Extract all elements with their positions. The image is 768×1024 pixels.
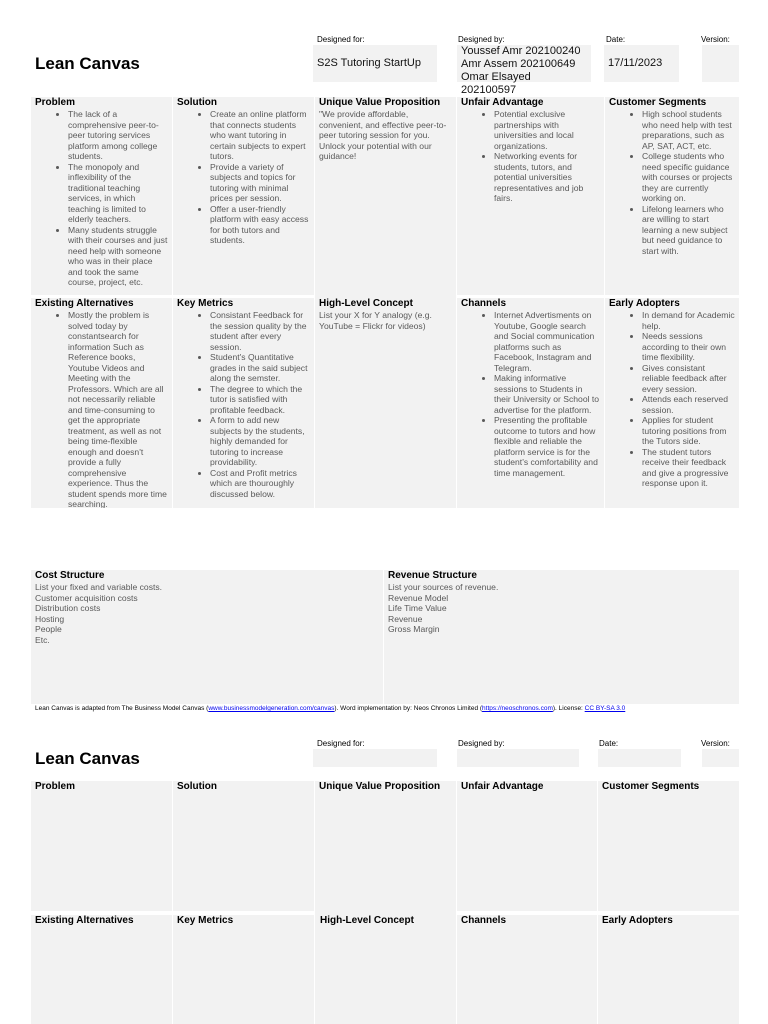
footer-text: ). Word implementation by: Neos Chronos Limited ( <box>334 705 483 712</box>
solution-block <box>173 781 314 911</box>
high-level-concept-text: List your X for Y analogy (e.g. YouTube = Flickr for videos) <box>319 310 432 331</box>
problem-block <box>31 781 172 911</box>
list-item: • In demand for Academic help. <box>642 310 735 331</box>
footer-text: Lean Canvas is adapted from The Business Model Canvas ( <box>35 705 209 712</box>
revenue-line: Revenue <box>388 613 423 624</box>
list-item: • The lack of a comprehensive peer-to-peer tutoring services platform among college students. <box>68 109 168 162</box>
customer-segments-heading: Customer Segments <box>609 97 707 108</box>
early-adopters-heading: Early Adopters <box>609 298 680 309</box>
license-footer <box>35 705 625 712</box>
problem-block <box>31 97 172 295</box>
existing-alternatives-heading: Existing Alternatives <box>35 298 134 309</box>
page-title: Lean Canvas <box>35 54 140 73</box>
high-level-concept-block <box>315 298 456 508</box>
key-metrics-block <box>173 915 314 1024</box>
designed-for-label: Designed for: <box>317 35 365 44</box>
version-field[interactable] <box>702 749 739 767</box>
revenue-line: List your sources of revenue. <box>388 582 499 592</box>
list-item: • Potential exclusive partnerships with universities and local organizations. <box>494 109 600 151</box>
list-item: • Internet Advertisments on Youtube, Google search and Social communication platforms such as Facebook, Instagram and Telegram. <box>494 310 600 373</box>
existing-alternatives-block <box>31 915 172 1024</box>
list-item: • The degree to which the tutor is satisfied with profitable feedback. <box>210 384 310 416</box>
unfair-advantage-heading: Unfair Advantage <box>461 781 544 792</box>
customer-segments-heading: Customer Segments <box>602 781 700 792</box>
designed-by-line: Amr Assem 202100649 <box>461 58 576 70</box>
solution-heading: Solution <box>177 781 217 792</box>
customer-segments-block <box>598 781 739 911</box>
list-item: • Applies for student tutoring positions from the Tutors side. <box>642 415 735 447</box>
early-adopters-heading: Early Adopters <box>602 915 673 926</box>
list-item: • Needs sessions according to their own time flexibility. <box>642 331 735 363</box>
cost-line: Customer acquisition costs <box>35 592 138 603</box>
cost-line: Etc. <box>35 634 50 645</box>
list-item: • Making informative sessions to Students in their University or School to advertise for the platform. <box>494 373 600 415</box>
list-item: • A form to add new subjects by the students, highly demanded for tutoring to increase providability. <box>210 415 310 468</box>
list-item: • Mostly the problem is solved today by constantsearch for information Such as Reference books, Youtube Videos and Meeting with the Professors. Which are all not necessarily reliable and time-consuming to get the appropriate treatment, as well as not being time-flexible enough and doesn't provide a fully comprehensive experience. Thus the student spends more time searching. <box>68 310 168 508</box>
early-adopters-block <box>598 915 739 1024</box>
designed-for-field[interactable]: S2S Tutoring StartUp <box>313 45 437 82</box>
cost-line: List your fixed and variable costs. <box>35 582 163 592</box>
designed-for-label: Designed for: <box>317 739 365 748</box>
designed-by-label: Designed by: <box>458 739 505 748</box>
problem-heading: Problem <box>35 97 76 108</box>
key-metrics-heading: Key Metrics <box>177 298 234 309</box>
designed-by-field[interactable] <box>457 749 579 767</box>
cost-line: Distribution costs <box>35 603 101 613</box>
revenue-line: Gross Margin <box>388 624 440 634</box>
high-level-concept-heading: High-Level Concept <box>320 915 414 926</box>
channels-block <box>457 915 597 1024</box>
channels-block <box>457 298 604 508</box>
problem-heading: Problem <box>35 781 76 792</box>
license-link[interactable]: CC BY-SA 3.0 <box>584 705 626 712</box>
unfair-advantage-heading: Unfair Advantage <box>461 97 544 108</box>
date-label: Date: <box>599 739 619 748</box>
list-item: • Create an online platform that connects students who want tutoring in certain subjects to expert tutors. <box>210 109 310 162</box>
channels-heading: Channels <box>461 298 507 309</box>
cost-line: Hosting <box>35 613 65 624</box>
revenue-line: Revenue Model <box>388 592 449 603</box>
date-field[interactable] <box>598 749 681 767</box>
list-item: • College students who need specific guidance with courses or projects they are currently working on. <box>642 151 735 204</box>
footer-text: ). License: <box>552 705 585 712</box>
high-level-concept-heading: High-Level Concept <box>319 298 413 309</box>
designed-by-label: Designed by: <box>458 35 505 44</box>
key-metrics-heading: Key Metrics <box>177 915 234 926</box>
unfair-advantage-block <box>457 97 604 295</box>
cost-structure-heading: Cost Structure <box>35 570 105 581</box>
list-item: • High school students who need help with test preparations, such as AP, SAT, ACT, etc. <box>642 109 735 151</box>
customer-segments-block <box>605 97 739 295</box>
channels-heading: Channels <box>461 915 507 926</box>
uvp-heading: Unique Value Proposition <box>319 781 441 792</box>
list-item: • Consistant Feedback for the session quality by the student after every session. <box>210 310 310 352</box>
list-item: • Cost and Profit metrics which are thouroughly discussed below. <box>210 468 310 500</box>
solution-heading: Solution <box>177 97 217 108</box>
existing-alternatives-heading: Existing Alternatives <box>35 915 134 926</box>
list-item: • Student's Quantitative grades in the said subject along the semster. <box>210 352 310 384</box>
list-item: • The monopoly and inflexibility of the traditional teaching services, in which teaching is limited to elderly teachers. <box>68 162 168 225</box>
list-item: • Provide a variety of subjects and topics for tutoring with minimal prices per session. <box>210 162 310 204</box>
designed-by-line: Youssef Amr 202100240 <box>461 45 581 57</box>
uvp-block <box>315 781 456 1024</box>
solution-block <box>173 97 314 295</box>
uvp-heading: Unique Value Proposition <box>319 97 441 108</box>
list-item: • Presenting the profitable outcome to tutors and how flexible and reliable the platform service is for the student's comfortability and time management. <box>494 415 600 478</box>
list-item: • Lifelong learners who are willing to start learning a new subject but need guidance to start with. <box>642 204 735 257</box>
revenue-line: Life Time Value <box>388 603 447 613</box>
list-item: • The student tutors receive their feedback and give a progressive response upon it. <box>642 447 735 489</box>
neoschronos-link[interactable]: https://neoschronos.com <box>482 705 553 712</box>
designed-for-field[interactable] <box>313 749 437 767</box>
revenue-structure-block <box>384 570 739 704</box>
version-label: Version: <box>701 739 730 748</box>
list-item: • Offer a user-friendly platform with easy access for both tutors and students. <box>210 204 310 246</box>
list-item: • Attends each reserved session. <box>642 394 735 415</box>
list-item: • Networking events for students, tutors, and potential universities representatives and job fairs. <box>494 151 600 204</box>
date-label: Date: <box>606 35 626 44</box>
version-field[interactable] <box>702 45 739 82</box>
date-field[interactable]: 17/11/2023 <box>604 45 679 82</box>
list-item: • Gives consistant reliable feedback after every session. <box>642 363 735 395</box>
uvp-text: "We provide affordable, convenient, and effective peer-to-peer tutoring session for you. Unlock your potential with our guidance! <box>319 109 447 161</box>
revenue-structure-heading: Revenue Structure <box>388 570 477 581</box>
list-item: • Many students struggle with their courses and just need help with someone who was in their place and took the same course, project, etc. <box>68 225 168 288</box>
cost-structure-block <box>31 570 383 704</box>
page-title: Lean Canvas <box>35 749 140 768</box>
existing-alternatives-block <box>31 298 172 508</box>
business-model-link[interactable]: www.businessmodelgeneration.com/canvas <box>208 705 335 712</box>
version-label: Version: <box>701 35 730 44</box>
cost-line: People <box>35 624 62 634</box>
key-metrics-block <box>173 298 314 508</box>
designed-by-field[interactable] <box>457 45 591 96</box>
designed-by-line: Omar Elsayed 202100597 <box>461 71 531 96</box>
unfair-advantage-block <box>457 781 597 911</box>
early-adopters-block <box>605 298 739 508</box>
